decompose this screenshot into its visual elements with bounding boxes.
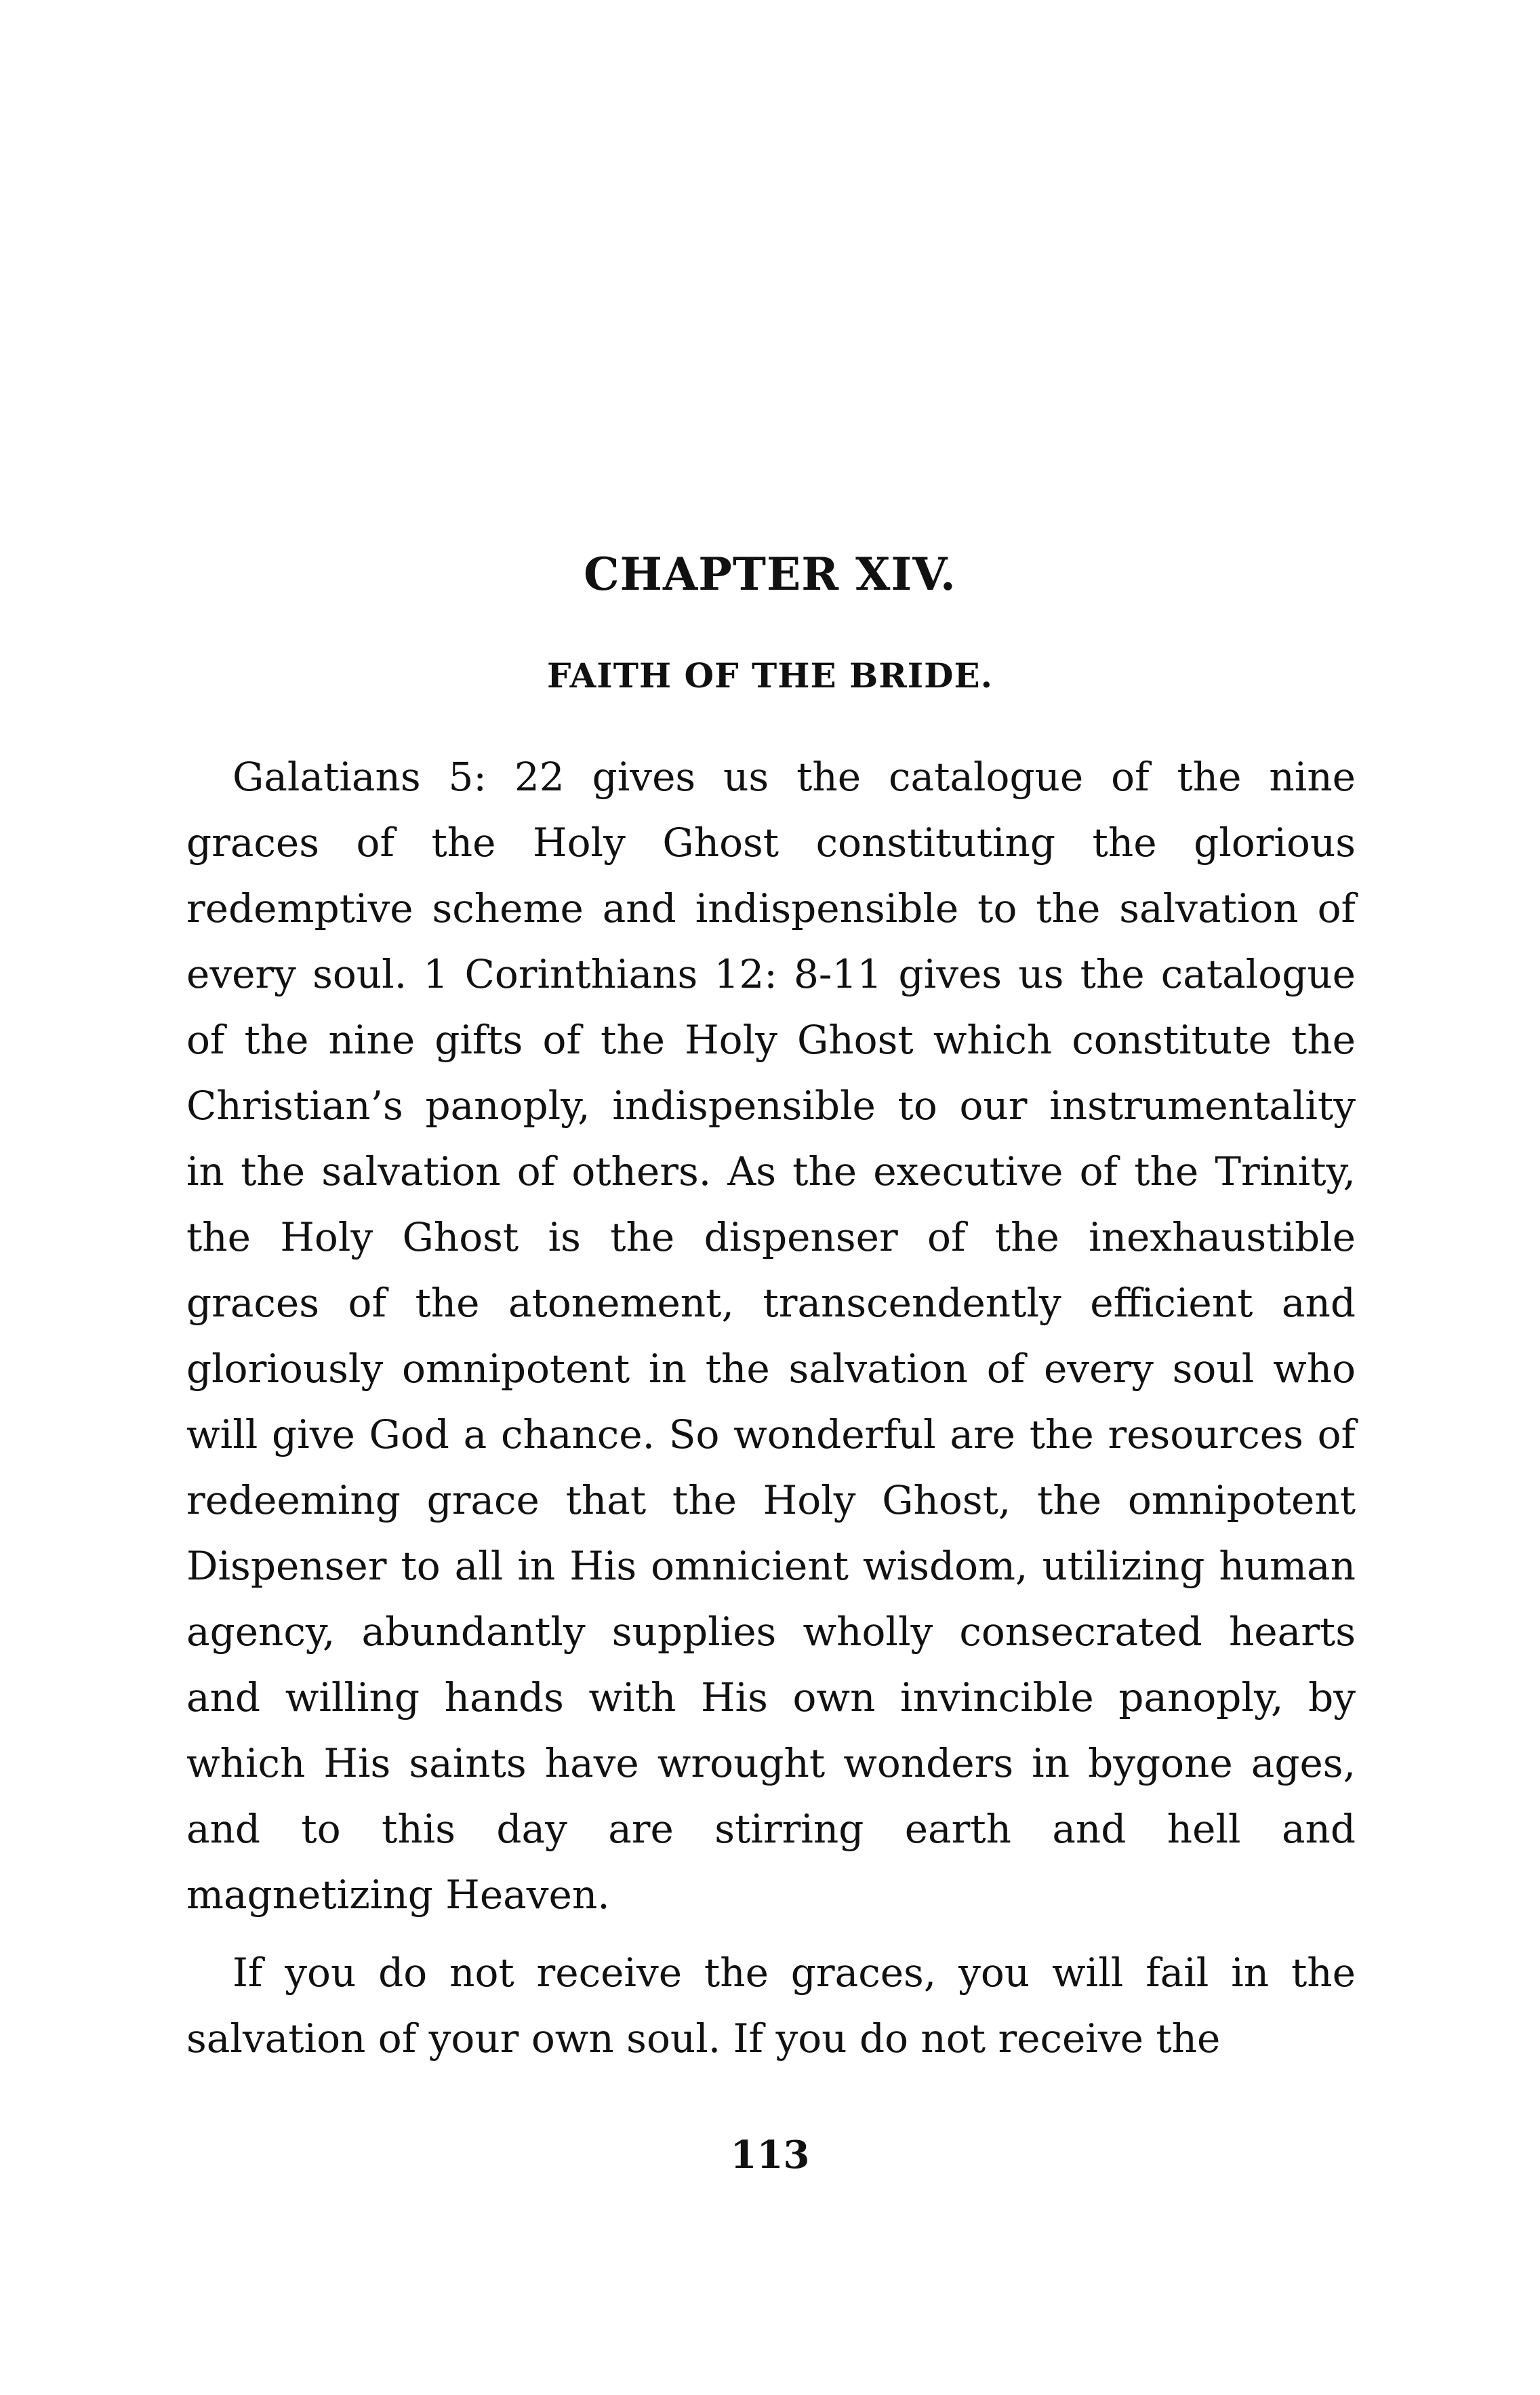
- paragraph-2: If you do not receive the graces, you will fail in the salvation of your own soul. If you do not receive the: [186, 1950, 1356, 2061]
- chapter-subtitle: FAITH OF THE BRIDE.: [546, 656, 994, 696]
- paragraph-1: Galatians 5: 22 gives us the catalogue of the nine graces of the Holy Ghost constituting the glorious redemptive scheme and indispensible to the salvation of every soul. 1 Corinthians 12: 8-11 gives us the catalogue of the nine gifts of the Holy Ghost which constitute the Christian’s panoply, indispensible to our instrumentality in the salvation of others. As the executive of the Trinity, the Holy Ghost is the dispenser of the inexhaustible graces of the atonement, transcendently efficient and gloriously omnipotent in the salvation of every soul who will give God a chance. So wonderful are the resources of redeeming grace that the Holy Ghost, the omnipotent Dispenser to all in His omnicient wisdom, utilizing human agency, abundantly supplies wholly consecrated hearts and willing hands with His own invincible panoply, by which His saints have wrought wonders in bygone ages, and to this day are stirring earth and hell and magnetizing Heaven.: [186, 754, 1356, 1918]
- page-number: 113: [730, 2133, 810, 2177]
- chapter-title: CHAPTER XIV.: [584, 548, 956, 601]
- body-text: [186, 744, 1356, 2072]
